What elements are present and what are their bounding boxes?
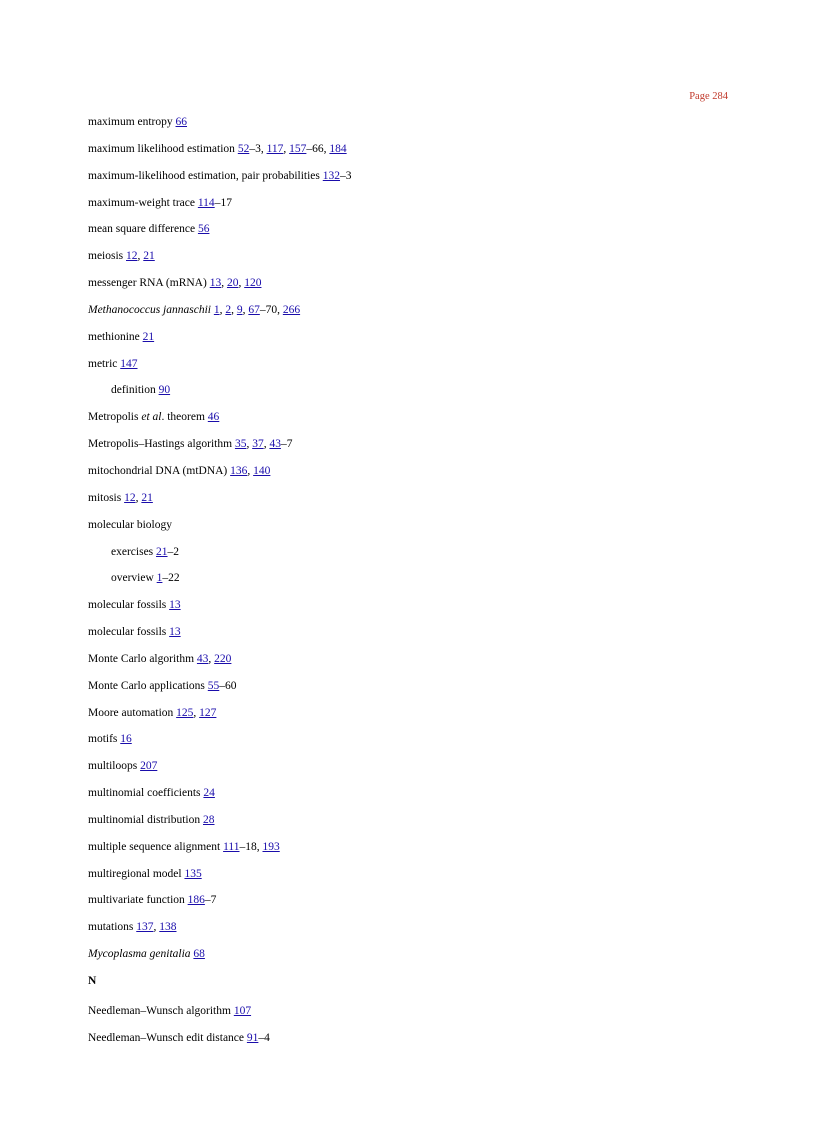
index-text: –22 xyxy=(162,572,180,585)
page-reference-link[interactable]: 120 xyxy=(244,277,262,290)
page-number: Page 284 xyxy=(689,91,728,102)
index-entry xyxy=(88,329,728,356)
index-entry xyxy=(88,946,728,973)
index-subentry xyxy=(88,544,728,571)
index-text: , xyxy=(153,921,160,934)
index-entry xyxy=(88,812,728,839)
index-entry xyxy=(88,221,728,248)
index-entry xyxy=(88,624,728,651)
section-letter-heading xyxy=(88,973,728,1003)
index-text: maximum-weight trace xyxy=(88,196,198,209)
index-text: molecular fossils xyxy=(88,626,170,639)
index-entry xyxy=(88,651,728,678)
page-reference-link[interactable]: 13 xyxy=(209,277,222,290)
page-reference-link[interactable]: 117 xyxy=(266,142,284,155)
page-reference-link[interactable]: 1 xyxy=(156,572,163,585)
index-text: , xyxy=(242,303,249,316)
index-text: , xyxy=(231,303,237,316)
index-entry xyxy=(88,168,728,195)
page-reference-link[interactable]: 2 xyxy=(225,303,232,316)
index-term-italic: Mycoplasma genitalia xyxy=(88,948,191,961)
page-reference-link[interactable]: 125 xyxy=(176,706,194,719)
index-text: , xyxy=(283,142,290,155)
page-reference-link[interactable]: 207 xyxy=(140,760,158,773)
index-subentry xyxy=(88,382,728,409)
index-text: –66, xyxy=(306,142,330,155)
index-text: Metropolis xyxy=(88,411,142,424)
index-text: multiloops xyxy=(88,760,141,773)
page-reference-link[interactable]: 52 xyxy=(237,142,250,155)
index-entry xyxy=(88,758,728,785)
page-reference-link[interactable]: 35 xyxy=(234,438,247,451)
index-list xyxy=(88,114,728,1057)
index-text: , xyxy=(246,438,253,451)
index-text: definition xyxy=(111,384,159,397)
index-text: , xyxy=(263,438,270,451)
page-reference-link[interactable]: 186 xyxy=(187,894,205,907)
index-entry xyxy=(88,463,728,490)
index-text: , xyxy=(219,303,226,316)
page-reference-link[interactable]: 21 xyxy=(141,491,153,504)
page-reference-link[interactable]: 127 xyxy=(199,706,217,719)
page-reference-link[interactable]: 13 xyxy=(169,626,181,639)
page-reference-link[interactable]: 56 xyxy=(197,223,210,236)
index-text: Needleman–Wunsch edit distance xyxy=(88,1031,247,1044)
index-text: –3, xyxy=(249,142,267,155)
index-text: molecular biology xyxy=(88,518,172,531)
index-text: –7 xyxy=(204,894,217,907)
index-text: mitosis xyxy=(88,491,125,504)
page-reference-link[interactable]: 140 xyxy=(253,464,271,477)
page-reference-link[interactable]: 136 xyxy=(230,464,248,477)
index-entry xyxy=(88,678,728,705)
index-text: multiregional model xyxy=(88,867,185,880)
page-reference-link[interactable]: 46 xyxy=(207,411,220,424)
index-term-italic: Methanococcus jannaschii xyxy=(88,303,211,316)
index-text: –3 xyxy=(340,169,352,182)
index-entry xyxy=(88,195,728,222)
page-reference-link[interactable]: 43 xyxy=(269,438,281,451)
page-reference-link[interactable]: 138 xyxy=(159,921,177,934)
index-text: –2 xyxy=(167,545,180,558)
index-entry xyxy=(88,141,728,168)
index-text: multinomial coefficients xyxy=(88,787,204,800)
index-text: mutations xyxy=(88,921,137,934)
index-entry xyxy=(88,839,728,866)
index-text: , xyxy=(208,652,215,665)
page-reference-link[interactable]: 132 xyxy=(322,169,341,182)
index-text: multiple sequence alignment xyxy=(88,840,224,853)
index-entry xyxy=(88,785,728,812)
index-text: maximum-likelihood estimation, pair probabilities xyxy=(88,169,323,182)
index-text: Monte Carlo applications xyxy=(88,679,208,692)
index-text: –7 xyxy=(280,438,293,451)
index-text: , xyxy=(238,277,245,290)
page-reference-link[interactable]: 193 xyxy=(262,840,280,853)
index-text: , xyxy=(247,464,254,477)
index-entry xyxy=(88,490,728,517)
index-text: –70, xyxy=(259,303,283,316)
page-reference-link[interactable]: 21 xyxy=(142,330,155,343)
page-reference-link[interactable]: 55 xyxy=(207,679,220,692)
page-reference-link[interactable]: 37 xyxy=(252,438,264,451)
index-entry xyxy=(88,731,728,758)
index-text: methionine xyxy=(88,330,143,343)
index-entry xyxy=(88,409,728,436)
index-term-italic: et al xyxy=(141,411,162,424)
index-text: , xyxy=(221,277,227,290)
index-subentry xyxy=(88,570,728,597)
index-text: Monte Carlo algorithm xyxy=(88,652,197,665)
index-entry xyxy=(88,892,728,919)
page-reference-link[interactable]: 68 xyxy=(193,948,205,961)
page-reference-link[interactable]: 220 xyxy=(214,652,232,665)
index-entry xyxy=(88,436,728,463)
index-text: –60 xyxy=(219,679,237,692)
page-reference-link[interactable]: 157 xyxy=(289,142,307,155)
index-text: meiosis xyxy=(88,250,127,263)
index-text: Needleman–Wunsch algorithm xyxy=(88,1005,234,1017)
index-entry xyxy=(88,919,728,946)
index-text: –4 xyxy=(258,1031,270,1044)
page-reference-link[interactable]: 24 xyxy=(203,787,215,800)
index-text: mean square difference xyxy=(88,223,198,236)
index-text: maximum entropy xyxy=(88,116,176,128)
index-text: multivariate function xyxy=(88,894,188,907)
index-text: metric xyxy=(88,357,121,370)
page-reference-link[interactable]: 1 xyxy=(213,303,220,316)
page-reference-link[interactable]: 21 xyxy=(156,545,168,558)
index-text: mitochondrial DNA (mtDNA) xyxy=(88,464,231,477)
index-entry xyxy=(88,517,728,544)
page-reference-link[interactable]: 16 xyxy=(120,733,132,746)
page-reference-link[interactable]: 43 xyxy=(196,652,209,665)
page-reference-link[interactable]: 12 xyxy=(126,250,138,263)
page-reference-link[interactable]: 107 xyxy=(233,1005,252,1017)
index-text: motifs xyxy=(88,733,121,746)
index-text: –18, xyxy=(239,840,263,853)
index-entry xyxy=(88,1030,728,1057)
index-text: N xyxy=(88,975,97,987)
page-reference-link[interactable]: 91 xyxy=(246,1031,259,1044)
page-reference-link[interactable]: 90 xyxy=(158,384,171,397)
index-entry xyxy=(88,275,728,302)
page-reference-link[interactable]: 12 xyxy=(124,491,136,504)
page-reference-link[interactable]: 13 xyxy=(169,599,181,612)
index-text: , xyxy=(135,491,142,504)
index-text: , xyxy=(193,706,200,719)
index-text: multinomial distribution xyxy=(88,813,203,826)
index-entry xyxy=(88,248,728,275)
index-entry xyxy=(88,1003,728,1030)
index-text: , xyxy=(137,250,144,263)
page-reference-link[interactable]: 9 xyxy=(236,303,243,316)
index-text: exercises xyxy=(111,545,157,558)
page-reference-link[interactable]: 114 xyxy=(197,196,215,209)
page-reference-link[interactable]: 135 xyxy=(184,867,202,880)
page-reference-link[interactable]: 20 xyxy=(226,277,239,290)
page-reference-link[interactable]: 184 xyxy=(329,142,347,155)
index-entry xyxy=(88,356,728,383)
page-reference-link[interactable]: 21 xyxy=(143,250,155,263)
index-entry xyxy=(88,302,728,329)
page-reference-link[interactable]: 266 xyxy=(282,303,301,316)
index-text: messenger RNA (mRNA) xyxy=(88,277,210,290)
index-entry xyxy=(88,597,728,624)
page-reference-link[interactable]: 67 xyxy=(248,303,260,316)
index-entry xyxy=(88,866,728,893)
index-entry xyxy=(88,705,728,732)
index-text: . theorem xyxy=(161,411,208,424)
page-reference-link[interactable]: 28 xyxy=(203,813,215,826)
index-text: molecular fossils xyxy=(88,599,170,612)
page-reference-link[interactable]: 111 xyxy=(223,840,240,853)
index-text: –17 xyxy=(214,196,232,209)
index-text: overview xyxy=(111,572,157,585)
index-text: Metropolis–Hastings algorithm xyxy=(88,438,235,451)
index-text: maximum likelihood estimation xyxy=(88,142,238,155)
page-reference-link[interactable]: 147 xyxy=(120,357,138,370)
page-reference-link[interactable]: 137 xyxy=(136,921,154,934)
page-reference-link[interactable]: 66 xyxy=(175,116,188,128)
index-entry xyxy=(88,114,728,141)
index-text: Moore automation xyxy=(88,706,177,719)
